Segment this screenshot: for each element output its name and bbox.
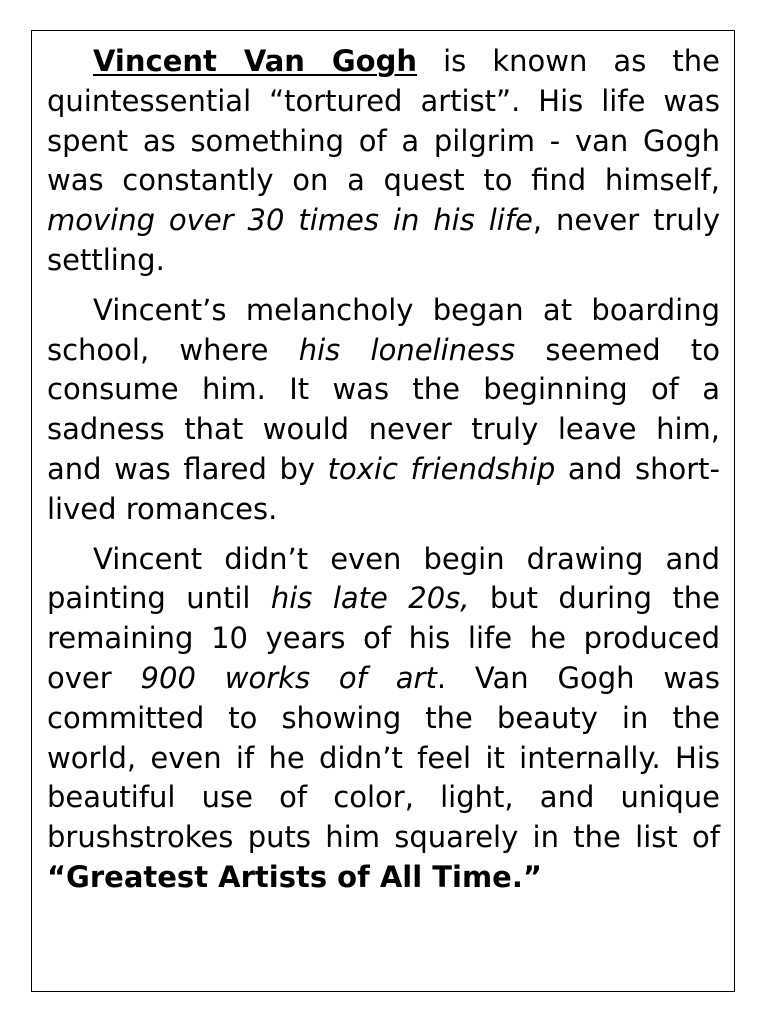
emphasis-text: his late 20s, [270,581,470,616]
text-segment: seemed to consume him. It was the beginning of a sadness that would never truly leave him, and was flared by [47,332,721,486]
text-segment: is known as the quintessential “tortured artist”. His life was spent as something of a pilgrim - van Gogh was constantly on a quest to find himself, [47,44,720,198]
text-segment: Vincent didn’t even begin drawing and painting until [47,541,720,616]
closing-quote: “Greatest Artists of All Time.” [47,859,542,894]
emphasis-text: his loneliness [298,332,516,367]
artist-name: Vincent Van Gogh [93,44,418,78]
paragraph-intro [47,42,720,281]
paragraph-career [47,540,720,898]
text-segment: , never truly settling. [47,203,720,277]
paragraph-melancholy [47,291,720,530]
text-segment: and short-lived romances. [47,451,720,526]
text-segment: . Van Gogh was committed to showing the beauty in the world, even if he didn’t feel it internally. His beautiful use of color, light, and unique brushstrokes puts him squarely in the list of [47,660,721,855]
text-segment: but during the remaining 10 years of his life he produced over [47,581,720,695]
emphasis-text: 900 works of art [140,660,437,695]
document-body [47,42,720,908]
text-segment: Vincent’s melancholy began at boarding school, where [47,292,720,367]
emphasis-text: toxic friendship [327,451,556,486]
emphasis-text: moving over 30 times in his life [47,203,533,238]
